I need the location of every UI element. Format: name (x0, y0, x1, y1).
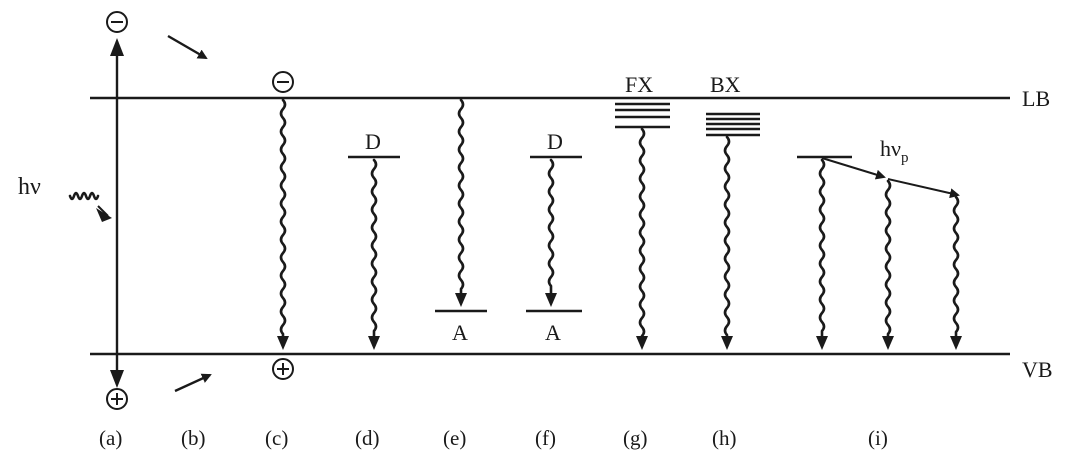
wave-transition-f (549, 160, 553, 293)
wave-transition-i1 (820, 160, 824, 336)
free-exciton-label: FX (625, 72, 654, 97)
wave-transition-h-arrowhead (721, 336, 733, 350)
wave-transition-g (640, 129, 644, 336)
excitation-photon-label: hν (18, 174, 41, 200)
wave-transition-i1-arrowhead (816, 336, 828, 350)
wave-transition-h (725, 137, 729, 336)
column-label-e: (e) (443, 426, 467, 450)
column-label-f: (f) (535, 426, 556, 450)
wave-transition-e (459, 100, 463, 293)
thermalize-arrow-top (168, 36, 206, 58)
electron-charge-c (273, 72, 293, 92)
column-label-a: (a) (99, 426, 123, 450)
donor-label-d: D (365, 129, 381, 154)
bound-exciton-levels (706, 114, 760, 135)
thermalize-arrow-bottom (175, 375, 210, 391)
wave-transition-f-arrowhead (545, 293, 557, 307)
wave-transition-i2-arrowhead (882, 336, 894, 350)
free-exciton-levels (615, 104, 670, 127)
wave-transition-g-arrowhead (636, 336, 648, 350)
column-label-d: (d) (355, 426, 380, 450)
hole-charge-bottom (107, 389, 127, 409)
bound-exciton-label: BX (710, 72, 741, 97)
incoming-photon-wave (70, 193, 98, 199)
column-label-c: (c) (265, 426, 289, 450)
column-label-g: (g) (623, 426, 648, 450)
electron-charge-top (107, 12, 127, 32)
incoming-photon-arrowhead (96, 208, 112, 222)
hole-charge-c (273, 359, 293, 379)
wave-transition-d-arrowhead (368, 336, 380, 350)
column-label-b: (b) (181, 426, 206, 450)
acceptor-label-e: A (452, 320, 468, 345)
wave-transition-e-arrowhead (455, 293, 467, 307)
wave-transition-c (281, 100, 285, 336)
valence-band-label: VB (1022, 357, 1053, 382)
conduction-band-label: LB (1022, 86, 1051, 111)
phonon-arrow-2 (888, 179, 958, 195)
wave-transition-d (372, 160, 376, 336)
phonon-arrow-1 (822, 158, 884, 177)
column-labels (99, 426, 888, 450)
phonon-energy-label: $h\nu_p$ (880, 136, 909, 166)
wave-transition-i3 (954, 197, 958, 336)
wave-transition-i3-arrowhead (950, 336, 962, 350)
column-label-i: (i) (868, 426, 888, 450)
acceptor-label-f: A (545, 320, 561, 345)
wave-transition-c-arrowhead (277, 336, 289, 350)
excitation-arrowhead-top (110, 38, 124, 56)
wave-transition-i2 (886, 181, 890, 336)
excitation-arrowhead-bottom (110, 370, 124, 388)
column-label-h: (h) (712, 426, 737, 450)
donor-label-f: D (547, 129, 563, 154)
